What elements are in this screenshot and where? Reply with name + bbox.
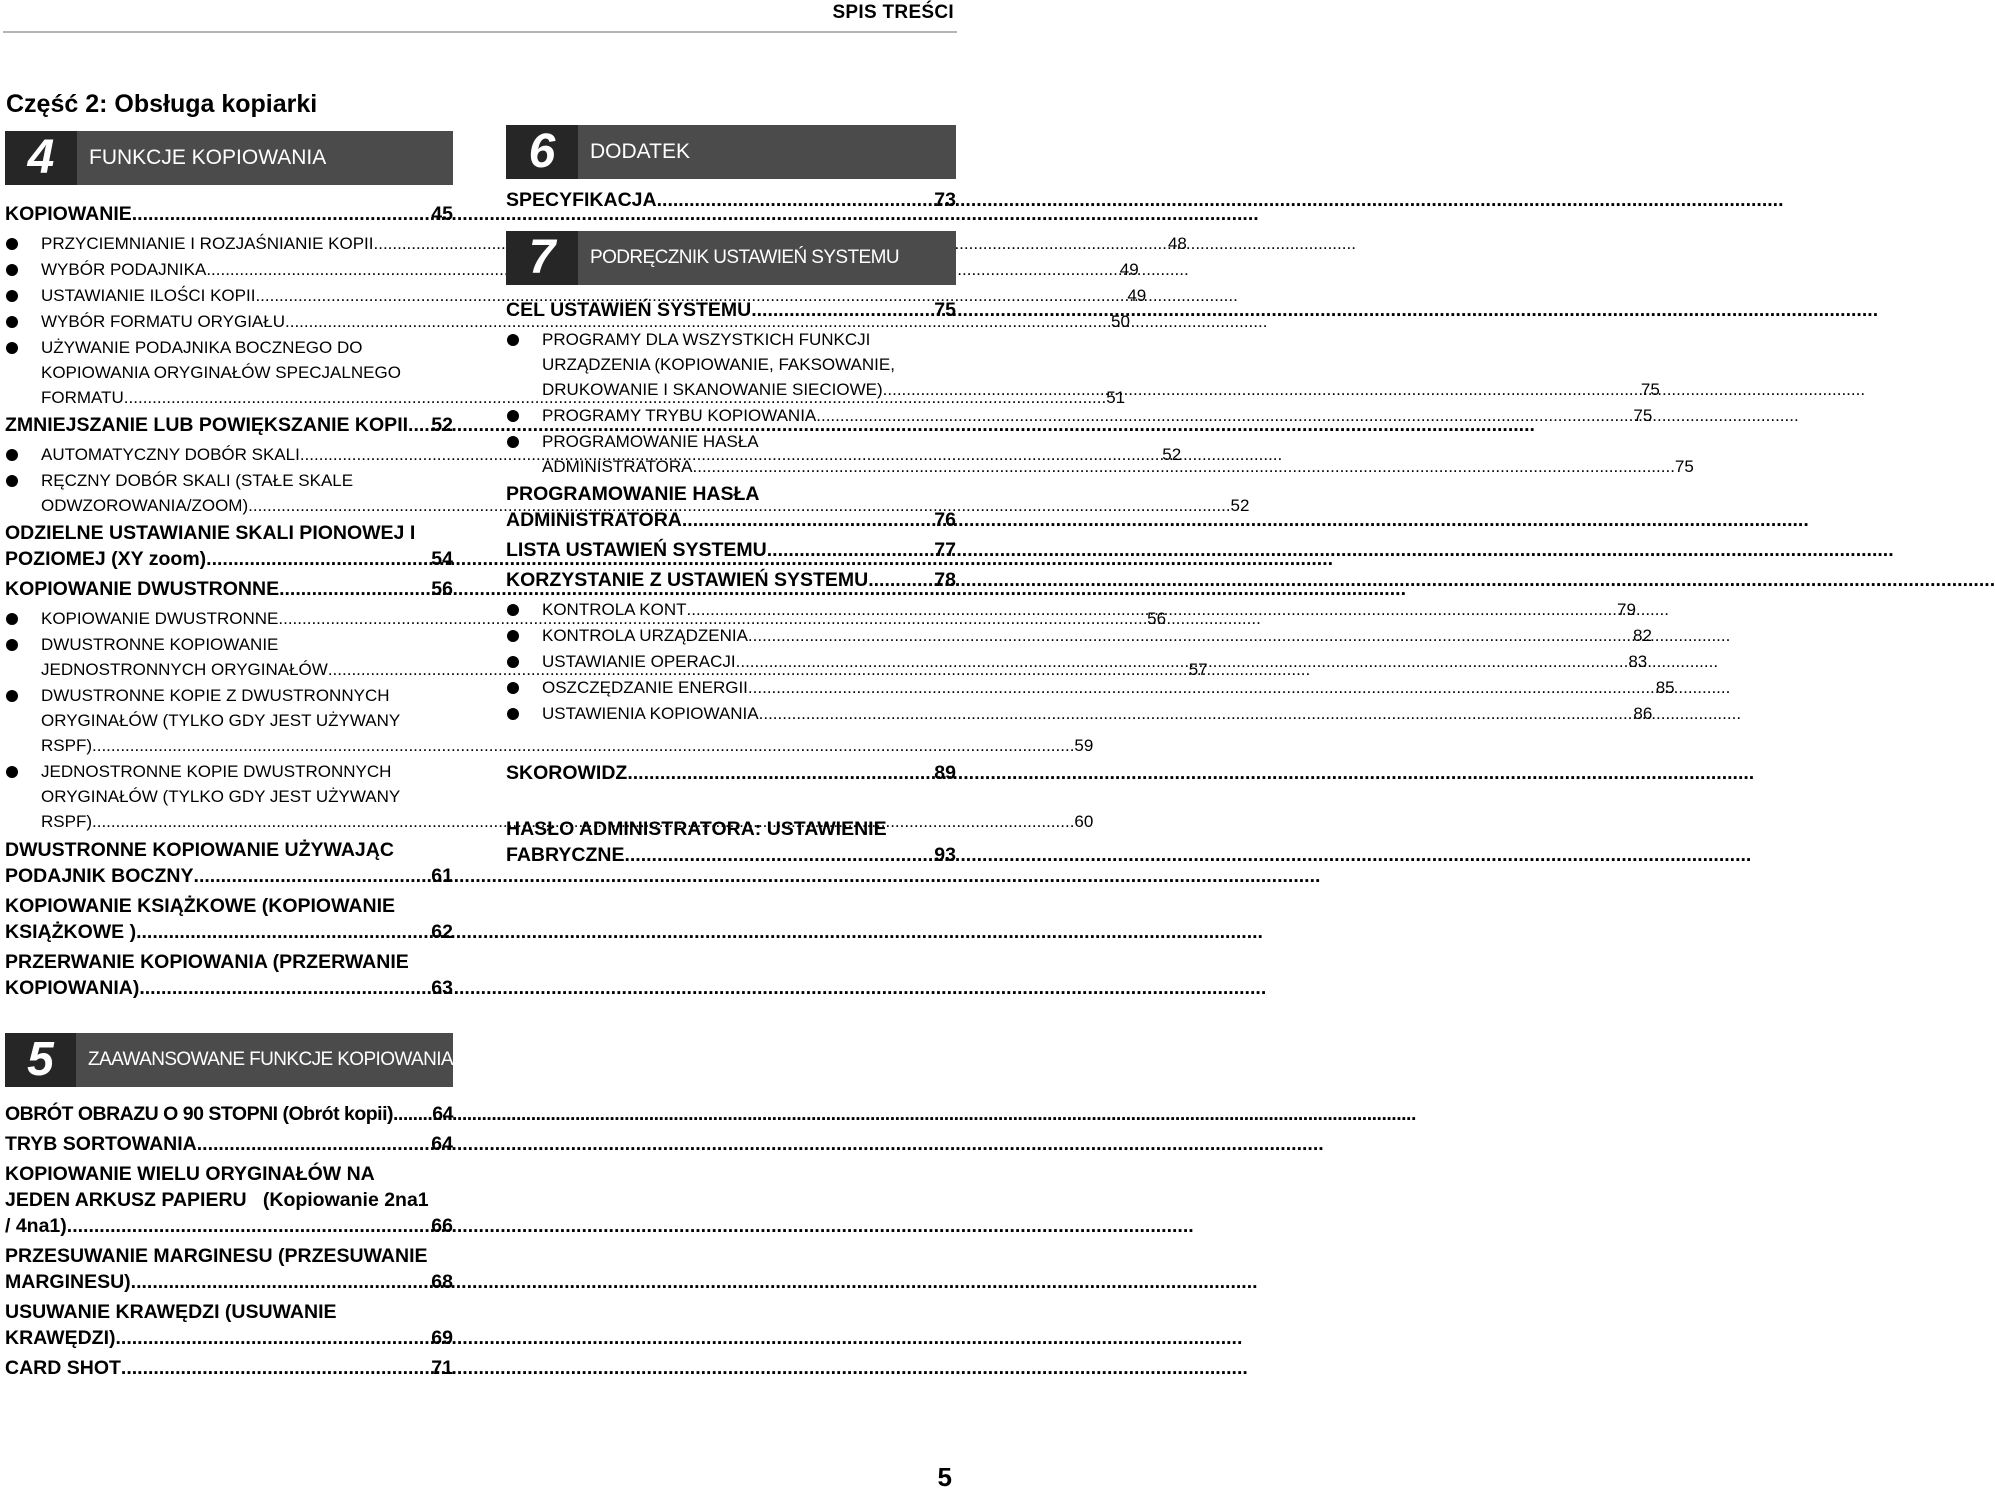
entry-page: 68 — [431, 1271, 453, 1293]
toc-entry[interactable] — [5, 1101, 453, 1127]
subentry-title-line: ORYGINAŁÓW (TYLKO GDY JEST UŻYWANY — [41, 787, 401, 806]
entry-title-line: KRAWĘDZI) — [5, 1327, 116, 1349]
toc-entry[interactable] — [5, 1299, 453, 1351]
subentry-title: KONTROLA KONT — [542, 600, 687, 619]
subentry-page: 49 — [1127, 286, 1147, 305]
subentry-title-line: RSPF) — [41, 736, 92, 755]
entry-page: 64 — [431, 1133, 453, 1155]
subentry-page: 49 — [1119, 260, 1139, 279]
toc-subentry[interactable] — [506, 623, 1652, 648]
entry-title-line: KSIĄŻKOWE ) — [5, 921, 137, 943]
toc-entry[interactable] — [5, 201, 453, 227]
subentry-title-line: DRUKOWANIE I SKANOWANIE SIECIOWE) — [542, 380, 883, 399]
bullet-icon — [5, 257, 21, 282]
subentry-page: 52 — [1162, 445, 1182, 464]
entry-title: KOPIOWANIE DWUSTRONNE — [5, 578, 280, 600]
toc-entry[interactable] — [5, 1355, 453, 1381]
subentry-title: PROGRAMY TRYBU KOPIOWANIA — [542, 406, 817, 425]
subentry-page: 79 — [1617, 600, 1636, 619]
chapter-number: 7 — [506, 231, 578, 285]
subentry-title-line: ODWZOROWANIA/ZOOM) — [41, 496, 249, 515]
toc-left-chapter5 — [5, 1033, 453, 1385]
entry-title: KOPIOWANIE — [5, 203, 132, 225]
subentry-title: USTAWIANIE ILOŚCI KOPII — [41, 286, 256, 305]
subentry-page: 50 — [1110, 312, 1130, 331]
bullet-icon — [5, 759, 21, 834]
subentry-page: 48 — [1167, 234, 1187, 253]
chapter-number: 5 — [5, 1033, 76, 1087]
toc-entry[interactable] — [5, 949, 453, 1001]
entry-title-line: PROGRAMOWANIE HASŁA — [506, 483, 760, 505]
toc-entry[interactable] — [5, 837, 453, 889]
entry-title: OBRÓT OBRAZU O 90 STOPNI (Obrót kopii) — [5, 1103, 393, 1125]
entry-page: 64 — [432, 1103, 453, 1125]
entry-page: 78 — [934, 569, 956, 591]
entry-page: 56 — [431, 578, 453, 600]
entry-page: 71 — [431, 1357, 453, 1379]
subentry-page: 60 — [1074, 812, 1094, 831]
bullet-icon — [5, 683, 21, 758]
subentry-title: AUTOMATYCZNY DOBÓR SKALI — [41, 445, 300, 464]
entry-page: 73 — [934, 189, 956, 211]
subentry-title: KONTROLA URZĄDZENIA — [542, 626, 748, 645]
bullet-icon — [5, 442, 21, 467]
subentry-page: 52 — [1230, 496, 1250, 515]
header-divider — [3, 31, 957, 33]
subentry-title-line: RSPF) — [41, 812, 92, 831]
subentry-page: 56 — [1147, 609, 1167, 628]
toc-subentry[interactable] — [5, 231, 1187, 256]
subentry-title: PRZYCIEMNIANIE I ROZJAŚNIANIE KOPII — [41, 234, 374, 253]
bullet-icon — [506, 623, 522, 648]
toc-subentry[interactable] — [506, 701, 1653, 726]
entry-page: 62 — [431, 921, 453, 943]
subentry-title: WYBÓR PODAJNIKA — [41, 260, 207, 279]
bullet-icon — [5, 606, 21, 631]
entry-page: 69 — [431, 1327, 453, 1349]
entry-page: 89 — [934, 762, 956, 784]
bullet-icon — [5, 335, 21, 410]
subentry-title-line: ORYGINAŁÓW (TYLKO GDY JEST UŻYWANY — [41, 711, 401, 730]
toc-entry[interactable] — [5, 893, 453, 945]
toc-entry[interactable] — [5, 1243, 453, 1295]
bullet-icon — [5, 468, 21, 518]
toc-entry[interactable] — [5, 1161, 453, 1239]
entry-title: CEL USTAWIEŃ SYSTEMU — [506, 299, 752, 321]
subentry-page: 75 — [1674, 457, 1694, 476]
chapter-title: DODATEK — [578, 125, 956, 179]
part-title: Część 2: Obsługa kopiarki — [6, 90, 318, 118]
subentry-title-line: DWUSTRONNE KOPIE Z DWUSTRONNYCH — [41, 686, 390, 705]
toc-entry[interactable] — [506, 297, 956, 323]
bullet-icon — [506, 403, 522, 428]
entry-title-line: PRZERWANIE KOPIOWANIA (PRZERWANIE — [5, 951, 409, 973]
entry-title-line: HASŁO ADMINISTRATORA: USTAWIENIE — [506, 818, 887, 840]
entry-title: CARD SHOT — [5, 1357, 121, 1379]
entry-title: KORZYSTANIE Z USTAWIEŃ SYSTEMU — [506, 569, 869, 591]
entry-title-line: PRZESUWANIE MARGINESU (PRZESUWANIE — [5, 1245, 428, 1267]
subentry-title-line: PROGRAMY DLA WSZYSTKICH FUNKCJI — [542, 330, 871, 349]
subentry-title-line: URZĄDZENIA (KOPIOWANIE, FAKSOWANIE, — [542, 355, 895, 374]
entry-page: 93 — [934, 844, 956, 866]
entry-title-line: KOPIOWANIA) — [5, 977, 140, 999]
bullet-icon — [506, 649, 522, 674]
chapter-4-banner — [5, 131, 453, 185]
entry-title-line: ODZIELNE USTAWIANIE SKALI PIONOWEJ I — [5, 522, 416, 544]
entry-page: 77 — [934, 539, 956, 561]
subentry-page: 86 — [1633, 704, 1653, 723]
running-header: SPIS TREŚCI — [832, 2, 954, 23]
subentry-title: USTAWIANIE OPERACJI — [542, 652, 736, 671]
subentry-page: 51 — [1106, 388, 1126, 407]
entry-title-line: / 4na1) — [5, 1215, 67, 1237]
entry-page: 76 — [934, 509, 956, 531]
subentry-page: 75 — [1633, 406, 1653, 425]
toc-entry[interactable] — [5, 412, 453, 438]
chapter-7-banner — [506, 231, 956, 285]
bullet-icon — [506, 327, 522, 402]
bullet-icon — [5, 309, 21, 334]
subentry-page: 85 — [1655, 678, 1675, 697]
entry-title-line: USUWANIE KRAWĘDZI (USUWANIE — [5, 1301, 337, 1323]
entry-title: TRYB SORTOWANIA — [5, 1133, 197, 1155]
page-number: 5 — [937, 1462, 952, 1492]
subentry-page: 57 — [1188, 660, 1208, 679]
entry-title-line: DWUSTRONNE KOPIOWANIE UŻYWAJĄC — [5, 839, 394, 861]
subentry-title-line: ADMINISTRATORA — [542, 457, 693, 476]
entry-title: LISTA USTAWIEŃ SYSTEMU — [506, 539, 767, 561]
subentry-title-line: JEDNOSTRONNE KOPIE DWUSTRONNYCH — [41, 762, 392, 781]
entry-page: 52 — [431, 414, 453, 436]
bullet-icon — [506, 597, 522, 622]
subentry-title-line: FORMATU — [41, 388, 124, 407]
chapter-number: 4 — [5, 131, 77, 185]
toc-entry[interactable] — [5, 1131, 453, 1157]
subentry-title: WYBÓR FORMATU ORYGIAŁU — [41, 312, 286, 331]
bullet-icon — [506, 675, 522, 700]
subentry-title: OSZCZĘDZANIE ENERGII — [542, 678, 748, 697]
entry-page: 54 — [431, 548, 453, 570]
toc-subentry[interactable] — [506, 675, 1675, 700]
entry-title-line: KOPIOWANIE WIELU ORYGINAŁÓW NA — [5, 1163, 375, 1185]
entry-page: 66 — [431, 1215, 453, 1237]
entry-page: 45 — [431, 203, 453, 225]
entry-page: 63 — [431, 977, 453, 999]
entry-title-line: PODAJNIK BOCZNY — [5, 865, 194, 887]
entry-title-line: KOPIOWANIE KSIĄŻKOWE (KOPIOWANIE — [5, 895, 396, 917]
toc-entry[interactable] — [506, 537, 956, 563]
chapter-title: ZAAWANSOWANE FUNKCJE KOPIOWANIA — [76, 1033, 453, 1087]
subentry-title: KOPIOWANIE DWUSTRONNE — [41, 609, 279, 628]
chapter-number: 6 — [506, 125, 578, 179]
entry-title: ZMNIEJSZANIE LUB POWIĘKSZANIE KOPII — [5, 414, 409, 436]
entry-title-line: POZIOMEJ (XY zoom) — [5, 548, 207, 570]
subentry-title-line: PROGRAMOWANIE HASŁA — [542, 432, 759, 451]
toc-entry[interactable] — [5, 520, 453, 572]
chapter-5-banner — [5, 1033, 453, 1087]
subentry-page: 82 — [1633, 626, 1652, 645]
bullet-icon — [5, 283, 21, 308]
subentry-title-line: JEDNOSTRONNYCH ORYGINAŁÓW — [41, 660, 328, 679]
entry-page: 61 — [431, 865, 453, 887]
subentry-title: USTAWIENIA KOPIOWANIA — [542, 704, 759, 723]
subentry-title-line: UŻYWANIE PODAJNIKA BOCZNEGO DO — [41, 338, 363, 357]
entry-title: SPECYFIKACJA — [506, 189, 657, 211]
entry-title-line: ADMINISTRATORA — [506, 509, 682, 531]
toc-entry[interactable] — [506, 760, 956, 786]
entry-title-line: JEDEN ARKUSZ PAPIERU (Kopiowanie 2na1 — [5, 1189, 429, 1211]
entry-page: 75 — [934, 299, 956, 321]
bullet-icon — [5, 632, 21, 682]
toc-entry[interactable] — [5, 576, 453, 602]
subentry-page: 83 — [1628, 652, 1648, 671]
toc-entry[interactable] — [506, 816, 956, 868]
bullet-icon — [506, 429, 522, 479]
chapter-6-banner — [506, 125, 956, 179]
subentry-page: 75 — [1640, 380, 1660, 399]
subentry-title-line: DWUSTRONNE KOPIOWANIE — [41, 635, 279, 654]
toc-subentry[interactable] — [5, 283, 1147, 308]
entry-title-line: FABRYCZNE — [506, 844, 625, 866]
toc-entry[interactable] — [506, 481, 956, 533]
subentry-page: 59 — [1074, 736, 1094, 755]
toc-entry[interactable] — [506, 187, 956, 213]
bullet-icon — [5, 231, 21, 256]
subentry-title-line: KOPIOWANIA ORYGINAŁÓW SPECJALNEGO — [41, 363, 401, 382]
chapter-title: FUNKCJE KOPIOWANIA — [77, 131, 453, 185]
chapter-title: PODRĘCZNIK USTAWIEŃ SYSTEMU — [578, 231, 956, 285]
bullet-icon — [506, 701, 522, 726]
subentry-title-line: RĘCZNY DOBÓR SKALI (STAŁE SKALE — [41, 471, 354, 490]
toc-subentry[interactable] — [506, 403, 1653, 428]
entry-title-line: MARGINESU) — [5, 1271, 131, 1293]
entry-title: SKOROWIDZ — [506, 762, 628, 784]
toc-entry[interactable] — [506, 567, 956, 593]
